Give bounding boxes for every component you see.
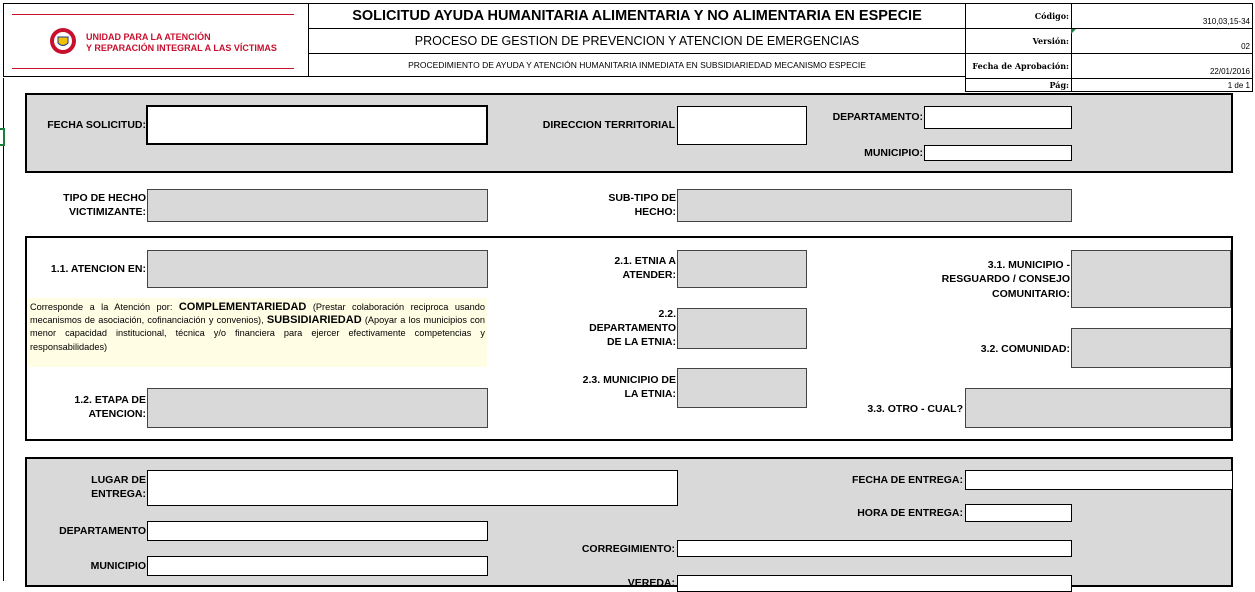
delivery-municipio-label: MUNICIPIO [90,560,146,572]
etapa-atencion-label-2: ATENCION: [88,408,146,420]
codigo-label: Código: [1034,11,1069,21]
resguardo-label-2: RESGUARDO / CONSEJO [941,273,1070,285]
logo-cell [3,3,309,77]
direccion-territorial-field[interactable] [677,106,807,145]
corregimiento-field[interactable] [677,540,1072,557]
process-name: PROCESO DE GESTION DE PREVENCION Y ATENCION DE EMERGENCIAS [414,34,860,48]
atencion-en-label: 1.1. ATENCION EN: [50,263,146,275]
codigo-value: 310,03,15-34 [1202,17,1250,26]
subtipo-hecho-field[interactable] [677,189,1072,222]
tipo-hecho-label-2: VICTIMIZANTE: [69,206,146,218]
delivery-departamento-label: DEPARTAMENTO [59,525,146,537]
attention-type-note [28,298,487,367]
resguardo-label-3: COMUNITARIO: [992,288,1070,300]
fecha-solicitud-field[interactable] [146,105,488,145]
municipio-label: MUNICIPIO: [864,147,923,159]
version-label: Versión: [1032,36,1069,46]
fecha-aprobacion-label: Fecha de Aprobación: [972,61,1069,71]
etnia-label-1: 2.1. ETNIA A [614,255,676,267]
etnia-label-2: ATENDER: [622,269,676,281]
mun-etnia-label-2: LA ETNIA: [624,388,676,400]
fecha-entrega-field[interactable] [965,470,1233,490]
cell-selection-marker [0,128,5,146]
vereda-label: VEREDA: [627,577,675,589]
procedure-name: PROCEDIMIENTO DE AYUDA Y ATENCIÓN HUMANITARIA INMEDIATA EN SUBSIDIARIEDAD MECANISMO ESPECIE [408,60,866,70]
depto-etnia-field[interactable] [677,308,807,349]
resguardo-label-1: 3.1. MUNICIPIO - [987,259,1070,271]
lugar-entrega-field[interactable] [147,470,678,506]
otro-cual-field[interactable] [965,388,1231,428]
note-suffix: (Apoyar a los municipios con menor capacidad institucional, técnica y/o financiera para ejercer efectivamente competencias y responsabilidades) [30,315,485,352]
departamento-label: DEPARTAMENTO: [832,111,923,123]
version-value: 02 [1241,42,1250,51]
org-name-line1: UNIDAD PARA LA ATENCIÓN [86,32,211,42]
procedure-cell [308,53,966,77]
delivery-departamento-field[interactable] [147,521,488,541]
note-complementariedad: COMPLEMENTARIEDAD [178,301,307,313]
mun-etnia-label-1: 2.3. MUNICIPIO DE [582,374,676,386]
fecha-solicitud-label: FECHA SOLICITUD: [47,119,146,131]
etapa-atencion-field[interactable] [147,388,488,428]
hora-entrega-field[interactable] [965,504,1072,522]
depto-etnia-label-1: 2.2. [658,308,676,320]
form-title: SOLICITUD AYUDA HUMANITARIA ALIMENTARIA Y NO ALIMENTARIA EN ESPECIE [352,8,922,24]
atencion-en-field[interactable] [147,250,488,288]
process-cell [308,28,966,54]
comment-marker-icon [1071,29,1076,34]
fecha-entrega-label: FECHA DE ENTREGA: [851,474,963,486]
municipio-field[interactable] [924,145,1072,161]
coat-of-arms-icon [50,28,76,54]
hora-entrega-label: HORA DE ENTREGA: [857,507,963,519]
comunidad-field[interactable] [1071,328,1231,368]
note-prefix: Corresponde a la Atención por: [30,302,179,312]
depto-etnia-label-3: DE LA ETNIA: [606,336,676,348]
corregimiento-label: CORREGIMIENTO: [581,543,675,555]
vereda-field[interactable] [677,575,1072,592]
otro-cual-label: 3.3. OTRO - CUAL? [867,403,963,415]
delivery-municipio-field[interactable] [147,556,488,576]
logo-rule-top [12,14,294,15]
note-subsidiariedad: SUBSIDIARIEDAD [266,314,362,327]
logo-rule-bottom [12,68,294,69]
subtipo-hecho-label-2: HECHO: [634,206,676,218]
org-name-line2: Y REPARACIÓN INTEGRAL A LAS VÍCTIMAS [86,43,277,53]
direccion-territorial-label: DIRECCION TERRITORIAL [542,119,675,131]
pag-label: Pág: [1049,80,1069,90]
comunidad-label: 3.2. COMUNIDAD: [980,343,1070,355]
departamento-field[interactable] [924,106,1072,129]
subtipo-hecho-label-1: SUB-TIPO DE [608,192,676,204]
title-cell [308,3,966,29]
fecha-aprobacion-value: 22/01/2016 [1209,67,1250,76]
mun-etnia-field[interactable] [677,368,807,408]
tipo-hecho-label-1: TIPO DE HECHO [63,192,146,204]
etnia-field[interactable] [677,250,807,288]
note-mid: (Prestar colaboración reciproca usando mecanismos de asociación, cofinanciación y convenios), [30,302,485,326]
lugar-entrega-label-2: ENTREGA: [91,488,146,500]
depto-etnia-label-2: DEPARTAMENTO [589,322,676,334]
lugar-entrega-label-1: LUGAR DE [91,474,146,486]
pag-value: 1 de 1 [1227,81,1250,90]
sheet-left-border [3,78,4,581]
etapa-atencion-label-1: 1.2. ETAPA DE [74,394,146,406]
tipo-hecho-field[interactable] [147,189,488,222]
resguardo-field[interactable] [1071,250,1231,308]
